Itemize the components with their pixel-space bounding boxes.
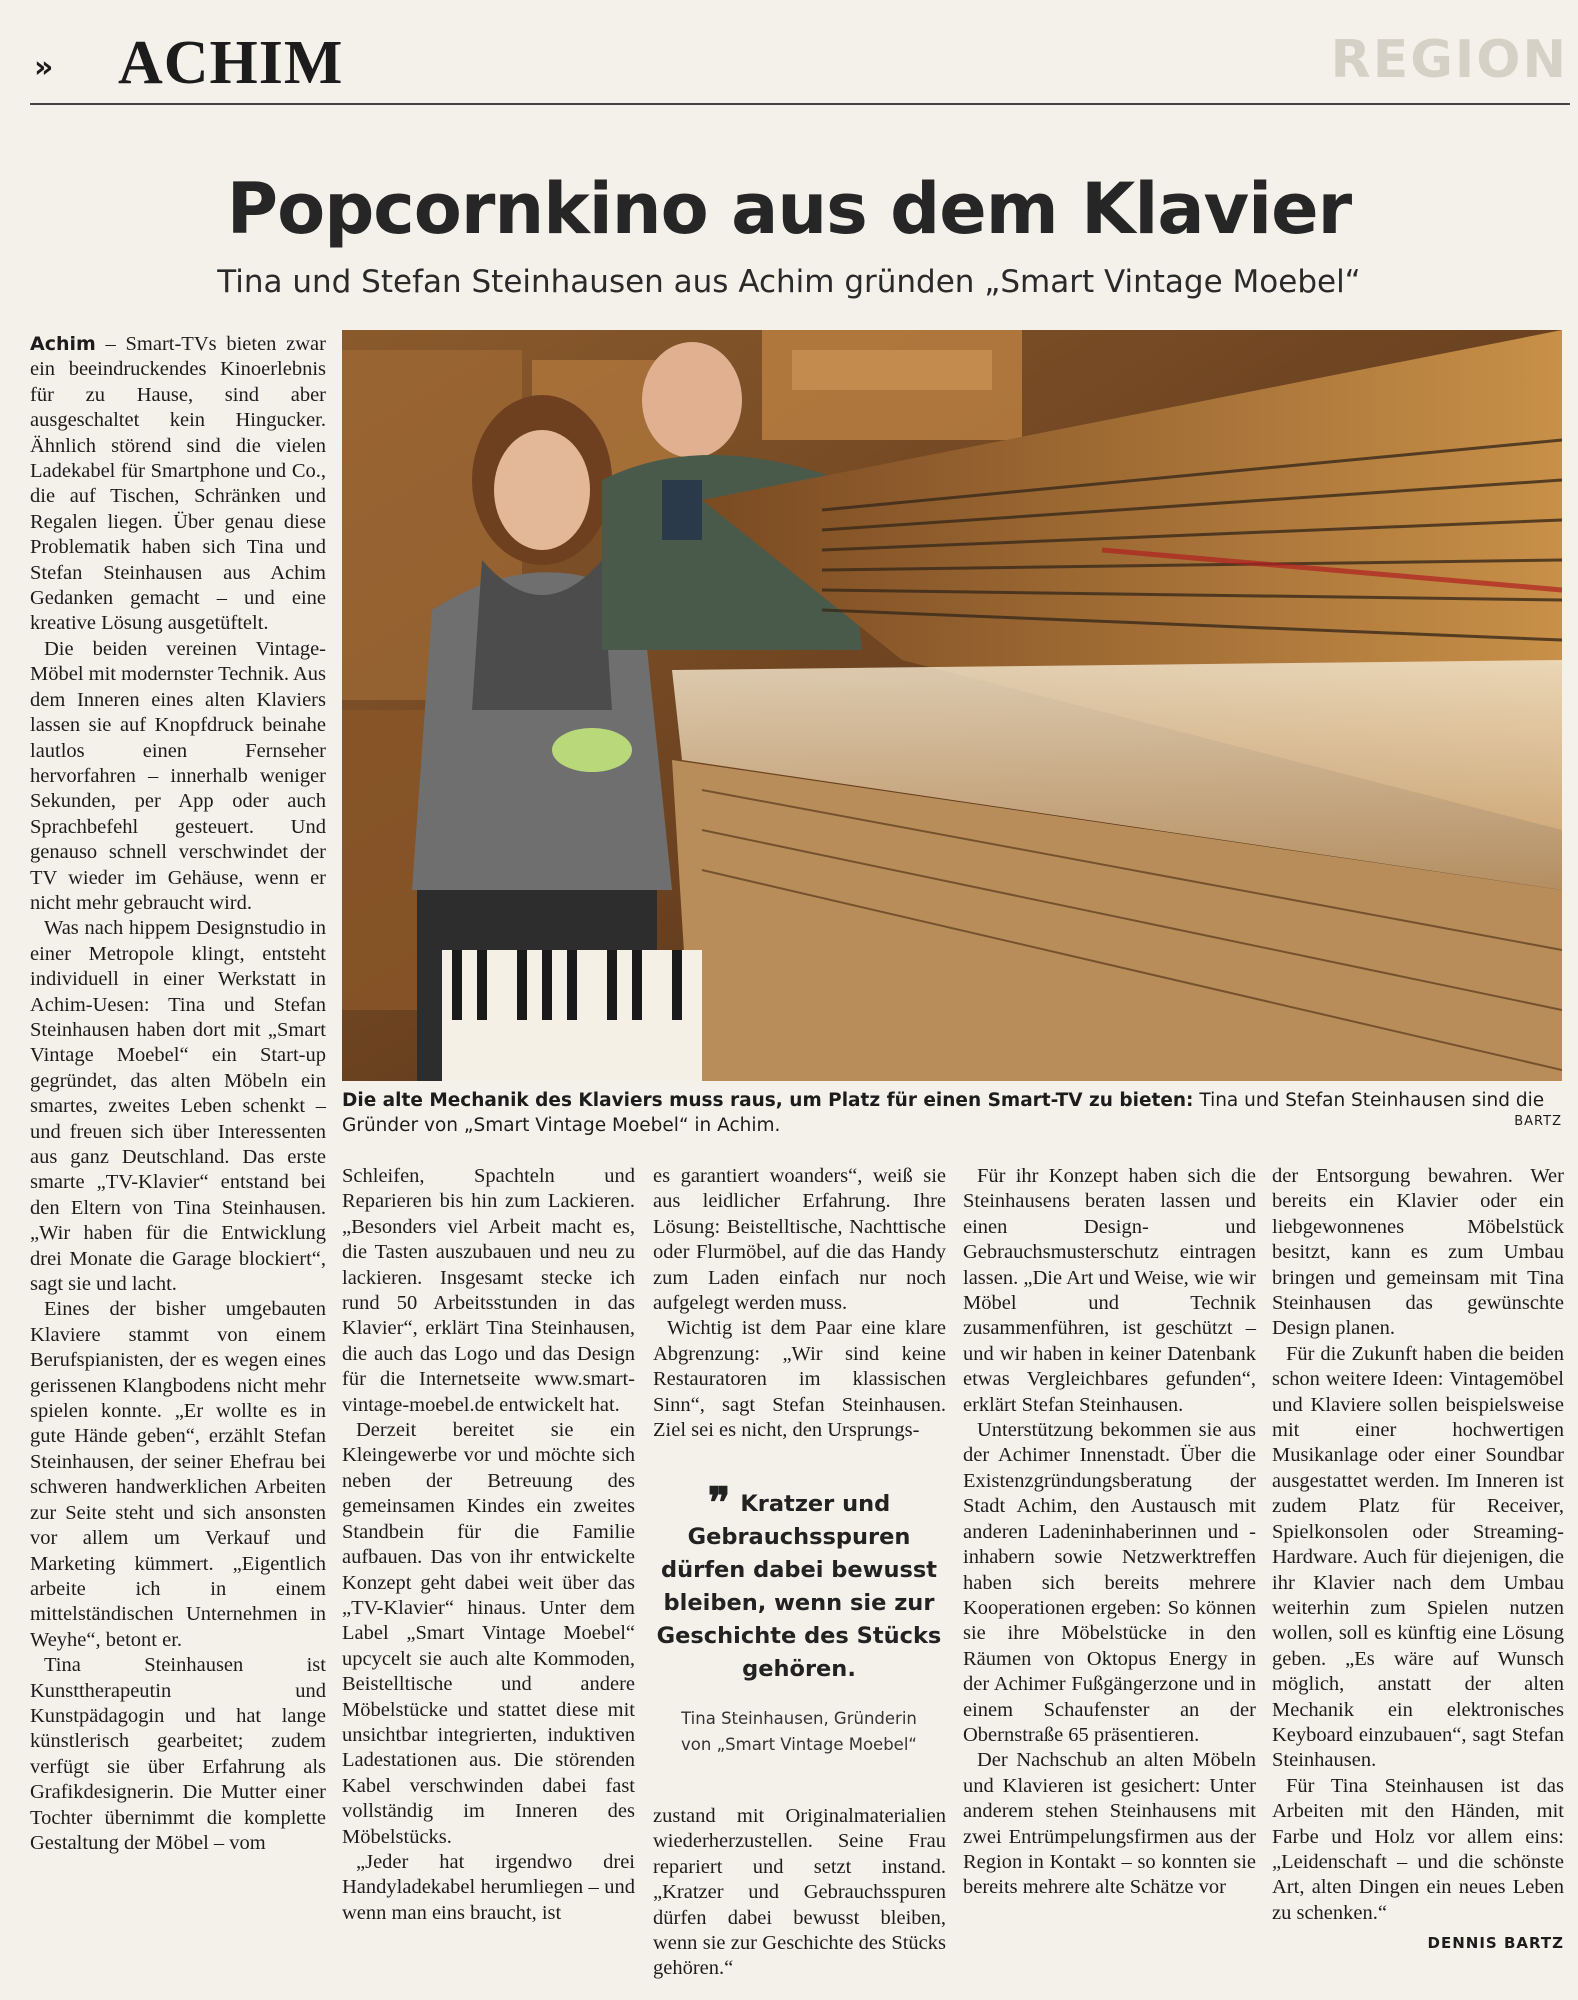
- paragraph: Eines der bisher umgebauten Klaviere stammt von einem Berufspianisten, der es wegen eines gerissenen Klangbodens nicht mehr spielen konnte. „Er wollte es in gute Hände geben“, erzählt Stefan Steinhausen, der seiner Ehefrau bei schweren handwerklichen Arbeiten zur Seite steht und sich ansonsten vor allem um Verkauf und Marketing kümmert. „Eigentlich arbeite ich in einem mittelständischen Unternehmen in Weyhe“, betont er.: [30, 1298, 326, 1651]
- section-arrow: »: [34, 50, 54, 85]
- author-byline: DENNIS BARTZ: [1427, 1934, 1564, 1953]
- article-column-2: [342, 1164, 635, 1926]
- paragraph: Tina Steinhausen ist Kunsttherapeutin und Kunstpädagogin und hat lange künstlerisch gearbeitet; zudem verfügt sie über Erfahrung als Grafikdesignerin. Die Mutter einer Tochter übernimmt die komplette Gestaltung der Möbel – vom: [30, 1654, 326, 1854]
- section-title: ACHIM: [118, 29, 344, 97]
- dateline: Achim: [30, 333, 96, 355]
- caption-lead: Die alte Mechanik des Klaviers muss raus, um Platz für einen Smart-TV zu bieten:: [342, 1090, 1194, 1111]
- quote-source-name: Tina Steinhausen, Gründerin: [681, 1709, 917, 1728]
- paragraph: Achim – Smart-TVs bieten zwar ein beeindruckendes Kinoerlebnis für zu Hause, sind aber ausgeschaltet kein Hingucker. Ähnlich störend sind die vielen Ladekabel für Smartphone und Co., die auf Tischen, Schränken und Regalen liegen. Über genau diese Problematik haben sich Tina und Stefan Steinhausen aus Achim Gedanken gemacht – und eine kreative Lösung ausgetüftelt.: [30, 333, 326, 635]
- headline: Popcornkino aus dem Klavier: [226, 168, 1352, 250]
- paragraph: Was nach hippem Designstudio in einer Metropole klingt, entsteht individuell in einer Werkstatt in Achim-Uesen: Tina und Stefan Steinhausen haben dort mit „Smart Vintage Moebel“ ein Start-up gegründet, das alten Möbeln ein smartes, zweites Leben schenkt – und freuen sich über Interessenten aus ganz Deutschland. Das erste smarte „TV-Klavier“ entstand bei den Eltern von Tina Steinhausen. „Wir haben für die Entwicklung drei Monate die Garage blockiert“, sagt sie und lacht.: [30, 917, 326, 1296]
- ghost-section-text: REGION: [1330, 30, 1568, 90]
- photo-credit: BARTZ: [1514, 1114, 1562, 1129]
- paragraph: Schleifen, Spachteln und Reparieren bis hin zum Lackieren. „Besonders viel Arbeit macht es, die Tasten auszubauen und neu zu lackieren. Insgesamt stecke ich rund 50 Arbeitsstunden in das Klavier“, erklärt Tina Steinhausen, die auch das Logo und das Design für die Internetseite www.smart-vintage-moebel.de entwickelt hat.: [342, 1165, 635, 1416]
- paragraph: zustand mit Originalmaterialien wiederherzustellen. Seine Frau repariert und setzt instand. „Kratzer und Gebrauchsspuren dürfen dabei bewusst bleiben, wenn sie zur Geschichte des Stücks gehören.“: [653, 1805, 946, 1980]
- piano-workshop-image: [342, 330, 1562, 1081]
- pull-quote: [654, 1478, 944, 1758]
- paragraph: Der Nachschub an alten Möbeln und Klavieren ist gesichert: Unter anderem stehen Steinhausens mit zwei Entrümpelungsfirmen aus der Region in Kontakt – so konnten sie bereits mehrere alte Schätze vor: [963, 1749, 1256, 1899]
- paragraph: Wichtig ist dem Paar eine klare Abgrenzung: „Wir sind keine Restauratoren im klassischen Sinn“, sagt Stefan Steinhausen. Ziel sei es nicht, den Ursprungs-: [653, 1317, 946, 1442]
- paragraph: Für die Zukunft haben die beiden schon weitere Ideen: Vintagemöbel und Klaviere sollen beispielsweise mit einer hochwertigen Musikanlage oder einer Soundbar ausgestattet werden. Im Inneren ist zudem Platz für Receiver, Spielkonsolen oder Streaming-Hardware. Auch für diejenigen, die ihr Klavier nach dem Umbau weiterhin zum Spielen nutzen wollen, soll es künftig eine Lösung geben. „Es wäre auf Wunsch möglich, anstatt der alten Mechanik ein elektronisches Keyboard einzubauen“, sagt Stefan Steinhausen.: [1272, 1342, 1564, 1772]
- paragraph: „Jeder hat irgendwo drei Handyladekabel herumliegen – und wenn man eins braucht, ist: [342, 1850, 635, 1924]
- quote-mark-icon: ❞: [707, 1478, 731, 1527]
- paragraph: der Entsorgung bewahren. Wer bereits ein Klavier oder ein liebgewonnenes Möbelstück besitzt, kann es zum Umbau bringen und gemeinsam mit Tina Steinhausen das gewünschte Design planen.: [1272, 1165, 1564, 1340]
- paragraph: es garantiert woanders“, weiß sie aus leidlicher Erfahrung. Ihre Lösung: Beistelltische, Nachttische oder Flurmöbel, auf die das Handy zum Laden einfach nur noch aufgelegt werden muss.: [653, 1165, 946, 1315]
- article-column-1: [30, 332, 326, 1856]
- subheadline: Tina und Stefan Steinhausen aus Achim gründen „Smart Vintage Moebel“: [217, 264, 1361, 300]
- section-header: [30, 28, 1570, 105]
- article-column-4: [963, 1164, 1256, 1901]
- paragraph: Derzeit bereitet sie ein Kleingewerbe vor und möchte sich neben der Betreuung des gemeinsamen Kindes ein zweites Standbein für die Familie aufbauen. Das von ihr entwickelte Konzept geht dabei weit über das „TV-Klavier“ hinaus. Unter dem Label „Smart Vintage Moebel“ upcycelt sie auch alte Kommoden, Beistelltische und andere Möbelstücke und stattet diese mit unsichtbar integrierten, induktiven Ladestationen aus. Die störenden Kabel verschwinden dabei fast vollständig im Inneren des Möbelstücks.: [342, 1419, 635, 1848]
- quote-source: [654, 1706, 944, 1758]
- quote-source-company: von „Smart Vintage Moebel“: [681, 1735, 917, 1754]
- article-photo: [342, 330, 1562, 1081]
- photo-caption: [342, 1088, 1564, 1138]
- paragraph: Unterstützung bekommen sie aus der Achimer Innenstadt. Über die Existenzgründungsberatung der Stadt Achim, den Austausch mit anderen Ladeninhaberinnen und -inhabern sowie Netzwerktreffen haben sich bereits mehrere Kooperationen ergeben: So können sie ihre Möbelstücke in den Räumen von Oktopus Energy in der Achimer Fußgängerzone und in einem Schaufenster an der Obernstraße 65 präsentieren.: [963, 1419, 1256, 1746]
- quote-text: Kratzer und Gebrauchsspuren dürfen dabei bewusst bleiben, wenn sie zur Geschichte des Stücks gehören.: [656, 1491, 942, 1682]
- article-column-3-top: [653, 1164, 946, 1443]
- article-column-3-bottom: [653, 1804, 946, 1982]
- article-column-5: [1272, 1164, 1564, 1957]
- caption-text: Tina und Stefan Steinhausen sind die Gründer von „Smart Vintage Moebel“ in Achim.: [342, 1090, 1545, 1136]
- paragraph: Die beiden vereinen Vintage-Möbel mit modernster Technik. Aus dem Inneren eines alten Klaviers lassen sie auf Knopfdruck beinahe lautlos einen Fernseher hervorfahren – innerhalb weniger Sekunden, per App oder auch Sprachbefehl gesteuert. Und genauso schnell verschwindet der TV wieder im Gehäuse, wenn er nicht mehr gebraucht wird.: [30, 637, 326, 914]
- paragraph: Für ihr Konzept haben sich die Steinhausens beraten lassen und einen Design- und Gebrauchsmusterschutz eintragen lassen. „Die Art und Weise, wie wir Möbel und Technik zusammenführen, ist geschützt – und wir haben in keiner Datenbank etwas Vergleichbares gefunden“, erklärt Stefan Steinhausen.: [963, 1165, 1256, 1416]
- paragraph: Für Tina Steinhausen ist das Arbeiten mit den Händen, mit Farbe und Holz vor allem eins: „Leidenschaft – und die schönste Art, alten Dingen ein neues Leben zu schenken.“: [1272, 1774, 1564, 1924]
